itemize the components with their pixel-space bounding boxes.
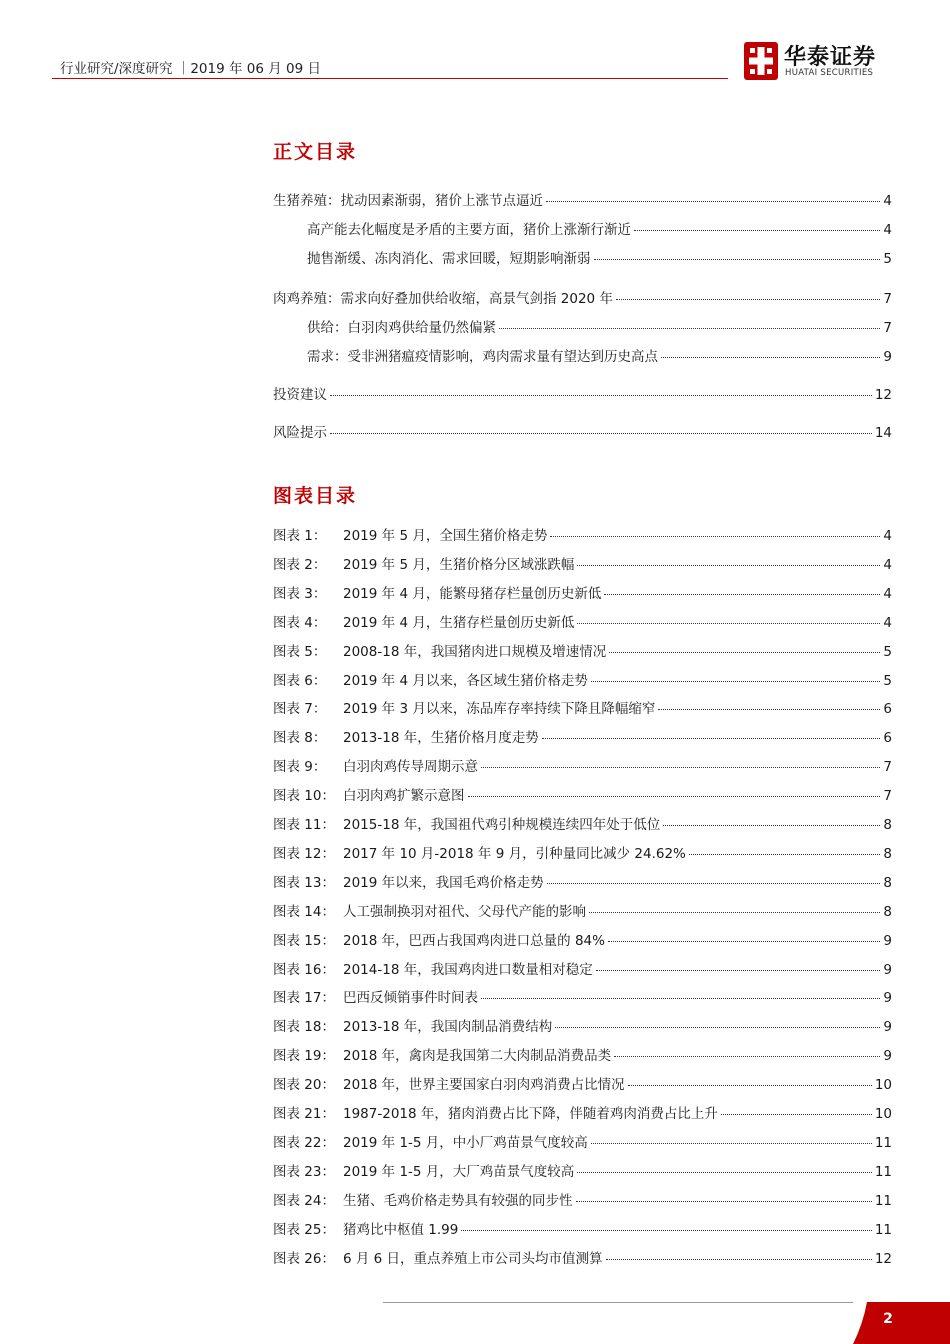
figure-leader-dots xyxy=(577,623,880,624)
figure-page: 6 xyxy=(883,701,892,718)
figure-label: 2008-18 年，我国猪肉进口规模及增速情况 xyxy=(343,643,607,660)
toc-item-page: 12 xyxy=(874,387,892,403)
figure-leader-dots xyxy=(577,1172,872,1173)
figure-number: 图表 1： xyxy=(273,528,327,544)
figure-leader-dots xyxy=(628,1085,872,1086)
figure-number: 图表 9： xyxy=(273,759,327,776)
figure-item[interactable] xyxy=(273,582,892,602)
figure-page: 5 xyxy=(883,643,892,660)
toc-leader-dots xyxy=(499,328,880,329)
figure-label: 人工强制换羽对祖代、父母代产能的影响 xyxy=(343,903,586,920)
huatai-logo xyxy=(744,40,904,86)
figure-label: 2018 年，禽肉是我国第二大肉制品消费品类 xyxy=(343,1048,612,1065)
figure-page: 9 xyxy=(883,961,892,978)
figure-label: 2019 年 4 月，能繁母猪存栏量创历史新低 xyxy=(343,585,602,602)
toc-item[interactable] xyxy=(273,189,892,209)
figure-page: 11 xyxy=(874,1134,892,1151)
figure-number: 图表 6： xyxy=(273,672,327,689)
toc-leader-dots xyxy=(616,299,880,300)
figure-item[interactable] xyxy=(273,986,892,1006)
figure-number: 图表 8： xyxy=(273,730,327,747)
figure-page: 8 xyxy=(883,874,892,891)
figure-page: 4 xyxy=(883,528,892,544)
figure-label: 6 月 6 日，重点养殖上市公司头均市值测算 xyxy=(343,1250,603,1267)
figure-item[interactable] xyxy=(273,726,892,746)
figure-leader-dots xyxy=(481,998,880,999)
figure-page: 4 xyxy=(883,556,892,573)
toc-item-label: 供给：白羽肉鸡供给量仍然偏紧 xyxy=(307,320,496,336)
figure-item[interactable] xyxy=(273,524,892,544)
toc-item-page: 4 xyxy=(883,193,892,209)
figure-item[interactable] xyxy=(273,1073,892,1093)
figure-label: 2019 年 4 月以来，各区域生猪价格走势 xyxy=(343,672,588,689)
figure-label: 2019 年 1-5 月，大厂鸡苗景气度较高 xyxy=(343,1163,575,1180)
figure-label: 2019 年 5 月，生猪价格分区域涨跌幅 xyxy=(343,556,575,573)
figure-number: 图表 3： xyxy=(273,585,327,602)
toc-item-page: 7 xyxy=(883,320,892,336)
figure-number: 图表 7： xyxy=(273,701,327,718)
logo-name: 华泰证券 xyxy=(784,45,877,70)
figure-page: 10 xyxy=(874,1077,892,1094)
figure-number: 图表 25： xyxy=(273,1221,335,1238)
figure-leader-dots xyxy=(577,565,880,566)
logo-subtitle: HUATAI SECURITIES xyxy=(785,68,874,78)
toc-item-label: 高产能去化幅度是矛盾的主要方面，猪价上涨渐行渐近 xyxy=(307,222,631,238)
figure-number: 图表 4： xyxy=(273,614,327,631)
figure-page: 7 xyxy=(883,759,892,776)
figure-item[interactable] xyxy=(273,871,892,891)
figure-number: 图表 23： xyxy=(273,1163,335,1180)
toc-item[interactable] xyxy=(307,218,892,238)
figure-page: 12 xyxy=(874,1250,892,1267)
toc-leader-dots xyxy=(546,201,880,202)
figure-number: 图表 18： xyxy=(273,1019,335,1036)
toc-item-label: 肉鸡养殖：需求向好叠加供给收缩，高景气剑指 2020 年 xyxy=(273,291,613,307)
toc-leader-dots xyxy=(594,259,881,260)
figure-item[interactable] xyxy=(273,813,892,833)
footer-divider xyxy=(383,1302,853,1303)
figure-page: 6 xyxy=(883,730,892,747)
page-number: 2 xyxy=(883,1311,893,1327)
figure-label: 猪鸡比中枢值 1.99 xyxy=(343,1221,459,1238)
figure-leader-dots xyxy=(596,970,881,971)
figure-page: 11 xyxy=(874,1221,892,1238)
figure-number: 图表 21： xyxy=(273,1106,335,1122)
figure-label: 2019 年 3 月以来，冻品库存率持续下降且降幅缩窄 xyxy=(343,701,656,718)
figure-page: 4 xyxy=(883,614,892,631)
toc-leader-dots xyxy=(661,357,880,358)
figure-leader-dots xyxy=(547,883,881,884)
figure-number: 图表 16： xyxy=(273,961,335,978)
figure-number: 图表 10： xyxy=(273,788,335,805)
toc-leader-dots xyxy=(634,230,880,231)
toc-item-label: 投资建议 xyxy=(273,387,327,403)
page-number-badge xyxy=(853,1302,950,1344)
figure-number: 图表 15： xyxy=(273,932,335,949)
figure-number: 图表 17： xyxy=(273,990,335,1007)
figure-item[interactable] xyxy=(273,1160,892,1180)
figure-page: 11 xyxy=(874,1192,892,1209)
toc-item[interactable] xyxy=(307,316,892,336)
figure-item[interactable] xyxy=(273,1131,892,1151)
page-header xyxy=(52,52,728,79)
figure-page: 11 xyxy=(874,1163,892,1180)
figure-number: 图表 2： xyxy=(273,556,327,573)
toc-item-label: 需求：受非洲猪瘟疫情影响，鸡肉需求量有望达到历史高点 xyxy=(307,349,658,365)
figure-label: 生猪、毛鸡价格走势具有较强的同步性 xyxy=(343,1192,573,1209)
figure-label: 2015-18 年，我国祖代鸡引种规模连续四年处于低位 xyxy=(343,817,661,833)
toc-item[interactable] xyxy=(273,287,892,307)
header-text: 行业研究/深度研究 ｜2019 年 06 月 09 日 xyxy=(60,61,322,77)
toc-leader-dots xyxy=(330,395,872,396)
figure-leader-dots xyxy=(468,796,881,797)
huatai-logo-icon xyxy=(744,42,778,80)
figure-leader-dots xyxy=(481,767,880,768)
figure-item[interactable] xyxy=(273,640,892,660)
figure-leader-dots xyxy=(555,1027,880,1028)
figure-page: 10 xyxy=(874,1106,892,1122)
figure-leader-dots xyxy=(689,854,881,855)
figure-label: 2013-18 年，生猪价格月度走势 xyxy=(343,730,539,747)
figure-leader-dots xyxy=(609,652,880,653)
figure-leader-dots xyxy=(591,1143,872,1144)
figure-leader-dots xyxy=(589,912,880,913)
figure-number: 图表 14： xyxy=(273,903,335,920)
figure-number: 图表 5： xyxy=(273,643,327,660)
toc-title: 正文目录 xyxy=(273,141,358,163)
toc-item-page: 7 xyxy=(883,291,892,307)
figure-page: 9 xyxy=(883,990,892,1007)
figure-label: 白羽肉鸡扩繁示意图 xyxy=(343,788,465,805)
figure-item[interactable] xyxy=(273,900,892,920)
figure-page: 9 xyxy=(883,1048,892,1065)
toc-item[interactable] xyxy=(273,383,892,403)
figure-label: 2019 年 4 月，生猪存栏量创历史新低 xyxy=(343,614,575,631)
figure-item[interactable] xyxy=(273,958,892,978)
toc-item-page: 4 xyxy=(883,222,892,238)
toc-item-label: 风险提示 xyxy=(273,425,327,441)
figure-item[interactable] xyxy=(273,697,892,717)
figure-item[interactable] xyxy=(273,1189,892,1209)
figure-item[interactable] xyxy=(273,1044,892,1064)
figure-page: 8 xyxy=(883,845,892,862)
figure-label: 2017 年 10 月-2018 年 9 月，引种量同比减少 24.62% xyxy=(343,845,686,862)
figure-page: 8 xyxy=(883,903,892,920)
figure-leader-dots xyxy=(721,1114,872,1115)
toc-item-page: 5 xyxy=(883,251,892,267)
figure-page: 8 xyxy=(883,817,892,833)
toc-item-page: 14 xyxy=(874,425,892,441)
figure-leader-dots xyxy=(614,1056,880,1057)
figure-item[interactable] xyxy=(273,1102,892,1122)
figure-leader-dots xyxy=(591,681,881,682)
toc-item-page: 9 xyxy=(883,349,892,365)
figure-label: 2014-18 年，我国鸡肉进口数量相对稳定 xyxy=(343,961,593,978)
figure-page: 9 xyxy=(883,1019,892,1036)
figure-label: 2019 年以来，我国毛鸡价格走势 xyxy=(343,874,544,891)
figure-leader-dots xyxy=(608,941,880,942)
figure-number: 图表 11： xyxy=(273,817,335,833)
figure-item[interactable] xyxy=(273,553,892,573)
figure-leader-dots xyxy=(550,536,880,537)
figure-leader-dots xyxy=(658,709,880,710)
figure-label: 2018 年，巴西占我国鸡肉进口总量的 84% xyxy=(343,932,605,949)
figures-title: 图表目录 xyxy=(273,485,358,507)
figure-label: 白羽肉鸡传导周期示意 xyxy=(343,759,478,776)
figure-item[interactable] xyxy=(273,929,892,949)
toc-item[interactable] xyxy=(307,345,892,365)
figure-item[interactable] xyxy=(273,842,892,862)
figure-item[interactable] xyxy=(273,784,892,804)
figure-leader-dots xyxy=(461,1230,871,1231)
figure-item[interactable] xyxy=(273,1218,892,1238)
figure-item[interactable] xyxy=(273,669,892,689)
figure-leader-dots xyxy=(604,594,880,595)
figure-label: 1987-2018 年，猪肉消费占比下降，伴随着鸡肉消费占比上升 xyxy=(343,1106,718,1122)
figure-leader-dots xyxy=(663,825,880,826)
figure-number: 图表 13： xyxy=(273,874,335,891)
figure-page: 9 xyxy=(883,932,892,949)
figure-label: 2013-18 年，我国肉制品消费结构 xyxy=(343,1019,553,1036)
figure-leader-dots xyxy=(576,1201,872,1202)
figure-item[interactable] xyxy=(273,611,892,631)
figure-number: 图表 24： xyxy=(273,1192,335,1209)
figure-item[interactable] xyxy=(273,1247,892,1267)
figure-item[interactable] xyxy=(273,755,892,775)
toc-item-label: 生猪养殖：扰动因素渐弱，猪价上涨节点逼近 xyxy=(273,193,543,209)
figure-label: 2019 年 1-5 月，中小厂鸡苗景气度较高 xyxy=(343,1134,588,1151)
figure-page: 4 xyxy=(883,585,892,602)
figure-number: 图表 20： xyxy=(273,1077,335,1094)
figure-label: 巴西反倾销事件时间表 xyxy=(343,990,478,1007)
toc-leader-dots xyxy=(330,433,872,434)
figure-number: 图表 26： xyxy=(273,1250,335,1267)
figure-number: 图表 19： xyxy=(273,1048,335,1065)
figure-number: 图表 22： xyxy=(273,1134,335,1151)
toc-item-label: 抛售渐缓、冻肉消化、需求回暖，短期影响渐弱 xyxy=(307,251,591,267)
figure-label: 2019 年 5 月，全国生猪价格走势 xyxy=(343,528,548,544)
toc-item[interactable] xyxy=(307,247,892,267)
figure-page: 7 xyxy=(883,788,892,805)
figure-number: 图表 12： xyxy=(273,845,335,862)
toc-item[interactable] xyxy=(273,421,892,441)
figure-page: 5 xyxy=(883,672,892,689)
figure-leader-dots xyxy=(606,1259,872,1260)
figure-leader-dots xyxy=(542,738,881,739)
figure-label: 2018 年，世界主要国家白羽肉鸡消费占比情况 xyxy=(343,1077,625,1094)
figure-item[interactable] xyxy=(273,1015,892,1035)
